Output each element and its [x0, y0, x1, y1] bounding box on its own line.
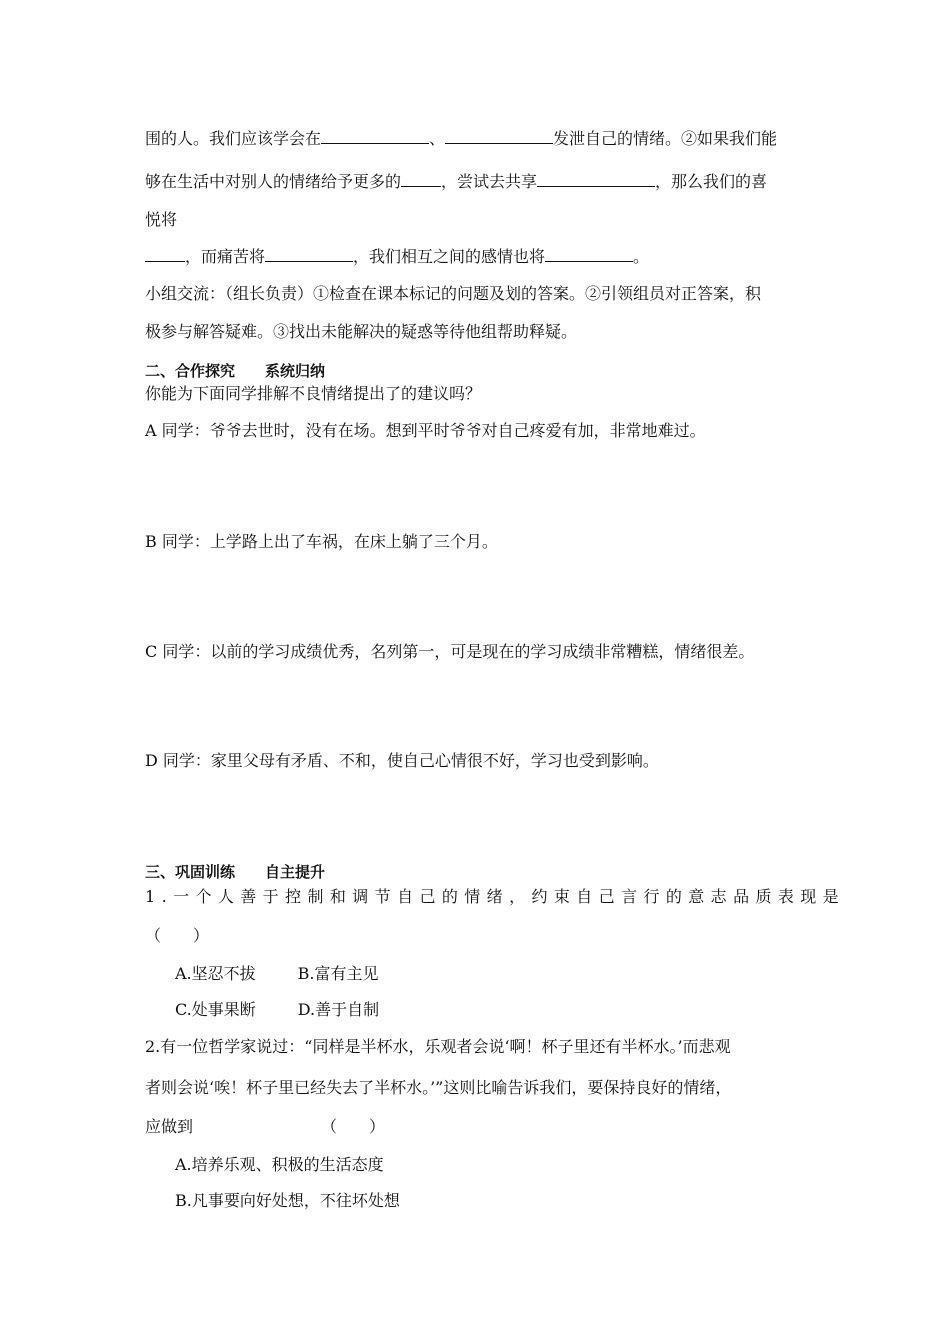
- paragraph-line-3: 悦将: [145, 210, 178, 229]
- blank-field[interactable]: [545, 246, 633, 262]
- text-segment: 。: [633, 247, 650, 266]
- question-2-option-a[interactable]: A.培养乐观、积极的生活态度: [175, 1155, 384, 1174]
- text-segment: ，那么我们的喜: [655, 172, 768, 191]
- paragraph-line-1: [145, 128, 777, 149]
- section-3-heading: [145, 862, 325, 882]
- text-segment: ，尝试去共享: [441, 172, 538, 191]
- text-segment: ，我们相互之间的感情也将: [353, 247, 546, 266]
- blank-field[interactable]: [537, 171, 655, 187]
- blank-field[interactable]: [445, 128, 553, 144]
- option-d[interactable]: D.善于自制: [297, 1000, 380, 1019]
- question-2-line-1: 2.有一位哲学家说过：“同样是半杯水，乐观者会说‘啊！杯子里还有半杯水。’而悲观: [145, 1037, 731, 1056]
- question-2-option-b[interactable]: B.凡事要向好处想，不往坏处想: [175, 1191, 400, 1210]
- section-2-prompt: 你能为下面同学排解不良情绪提出了的建议吗？: [145, 384, 482, 403]
- text-segment: 够在生活中对别人的情绪给予更多的: [145, 172, 402, 191]
- blank-field[interactable]: [321, 128, 429, 144]
- case-a: A 同学：爷爷去世时，没有在场。想到平时爷爷对自己疼爱有加，非常地难过。: [145, 421, 706, 440]
- section-title-part: 自主提升: [265, 863, 326, 881]
- question-2-line-3: [145, 1117, 385, 1137]
- question-2-line-2: 者则会说‘唉！杯子里已经失去了半杯水。’”这则比喻告诉我们，要保持良好的情绪，: [145, 1078, 732, 1097]
- group-instructions-line-2: 极参与解答疑难。③找出未能解决的疑惑等待他组帮助释疑。: [145, 322, 578, 341]
- blank-field[interactable]: [265, 246, 353, 262]
- case-d: D 同学：家里父母有矛盾、不和，使自己心情很不好，学习也受到影响。: [145, 751, 659, 770]
- text-segment: 发泄自己的情绪。②如果我们能: [553, 129, 778, 148]
- question-1-answer-paren[interactable]: （ ）: [145, 926, 210, 945]
- text-segment: 围的人。我们应该学会在: [145, 129, 322, 148]
- option-c[interactable]: C.处事果断: [175, 1000, 256, 1019]
- section-2-heading: [145, 361, 325, 381]
- question-1-options-row-2: [175, 1000, 379, 1020]
- group-instructions-line-1: 小组交流：（组长负责）①检查在课本标记的问题及划的答案。②引领组员对正答案，积: [145, 284, 762, 303]
- question-2-answer-paren[interactable]: （ ）: [321, 1117, 386, 1136]
- option-b[interactable]: B.富有主见: [297, 964, 379, 983]
- blank-field[interactable]: [145, 246, 185, 262]
- case-c: C 同学：以前的学习成绩优秀，名列第一，可是现在的学习成绩非常糟糕，情绪很差。: [145, 642, 755, 661]
- blank-field[interactable]: [401, 171, 441, 187]
- text-segment: 应做到: [145, 1117, 194, 1136]
- section-title-part: 三、巩固训练: [145, 863, 236, 881]
- text-segment: 、: [429, 129, 446, 148]
- section-title-part: 二、合作探究: [145, 362, 236, 380]
- paragraph-line-2: [145, 171, 767, 192]
- question-1-stem: 1.一个人善于控制和调节自己的情绪，约束自己言行的意志品质表现是: [145, 887, 846, 906]
- paragraph-line-4: [145, 246, 649, 267]
- section-title-part: 系统归纳: [265, 362, 326, 380]
- option-a[interactable]: A.坚忍不拔: [175, 964, 256, 983]
- question-1-options-row-1: [175, 964, 379, 984]
- case-b: B 同学：上学路上出了车祸，在床上躺了三个月。: [145, 532, 498, 551]
- text-segment: ，而痛苦将: [185, 247, 266, 266]
